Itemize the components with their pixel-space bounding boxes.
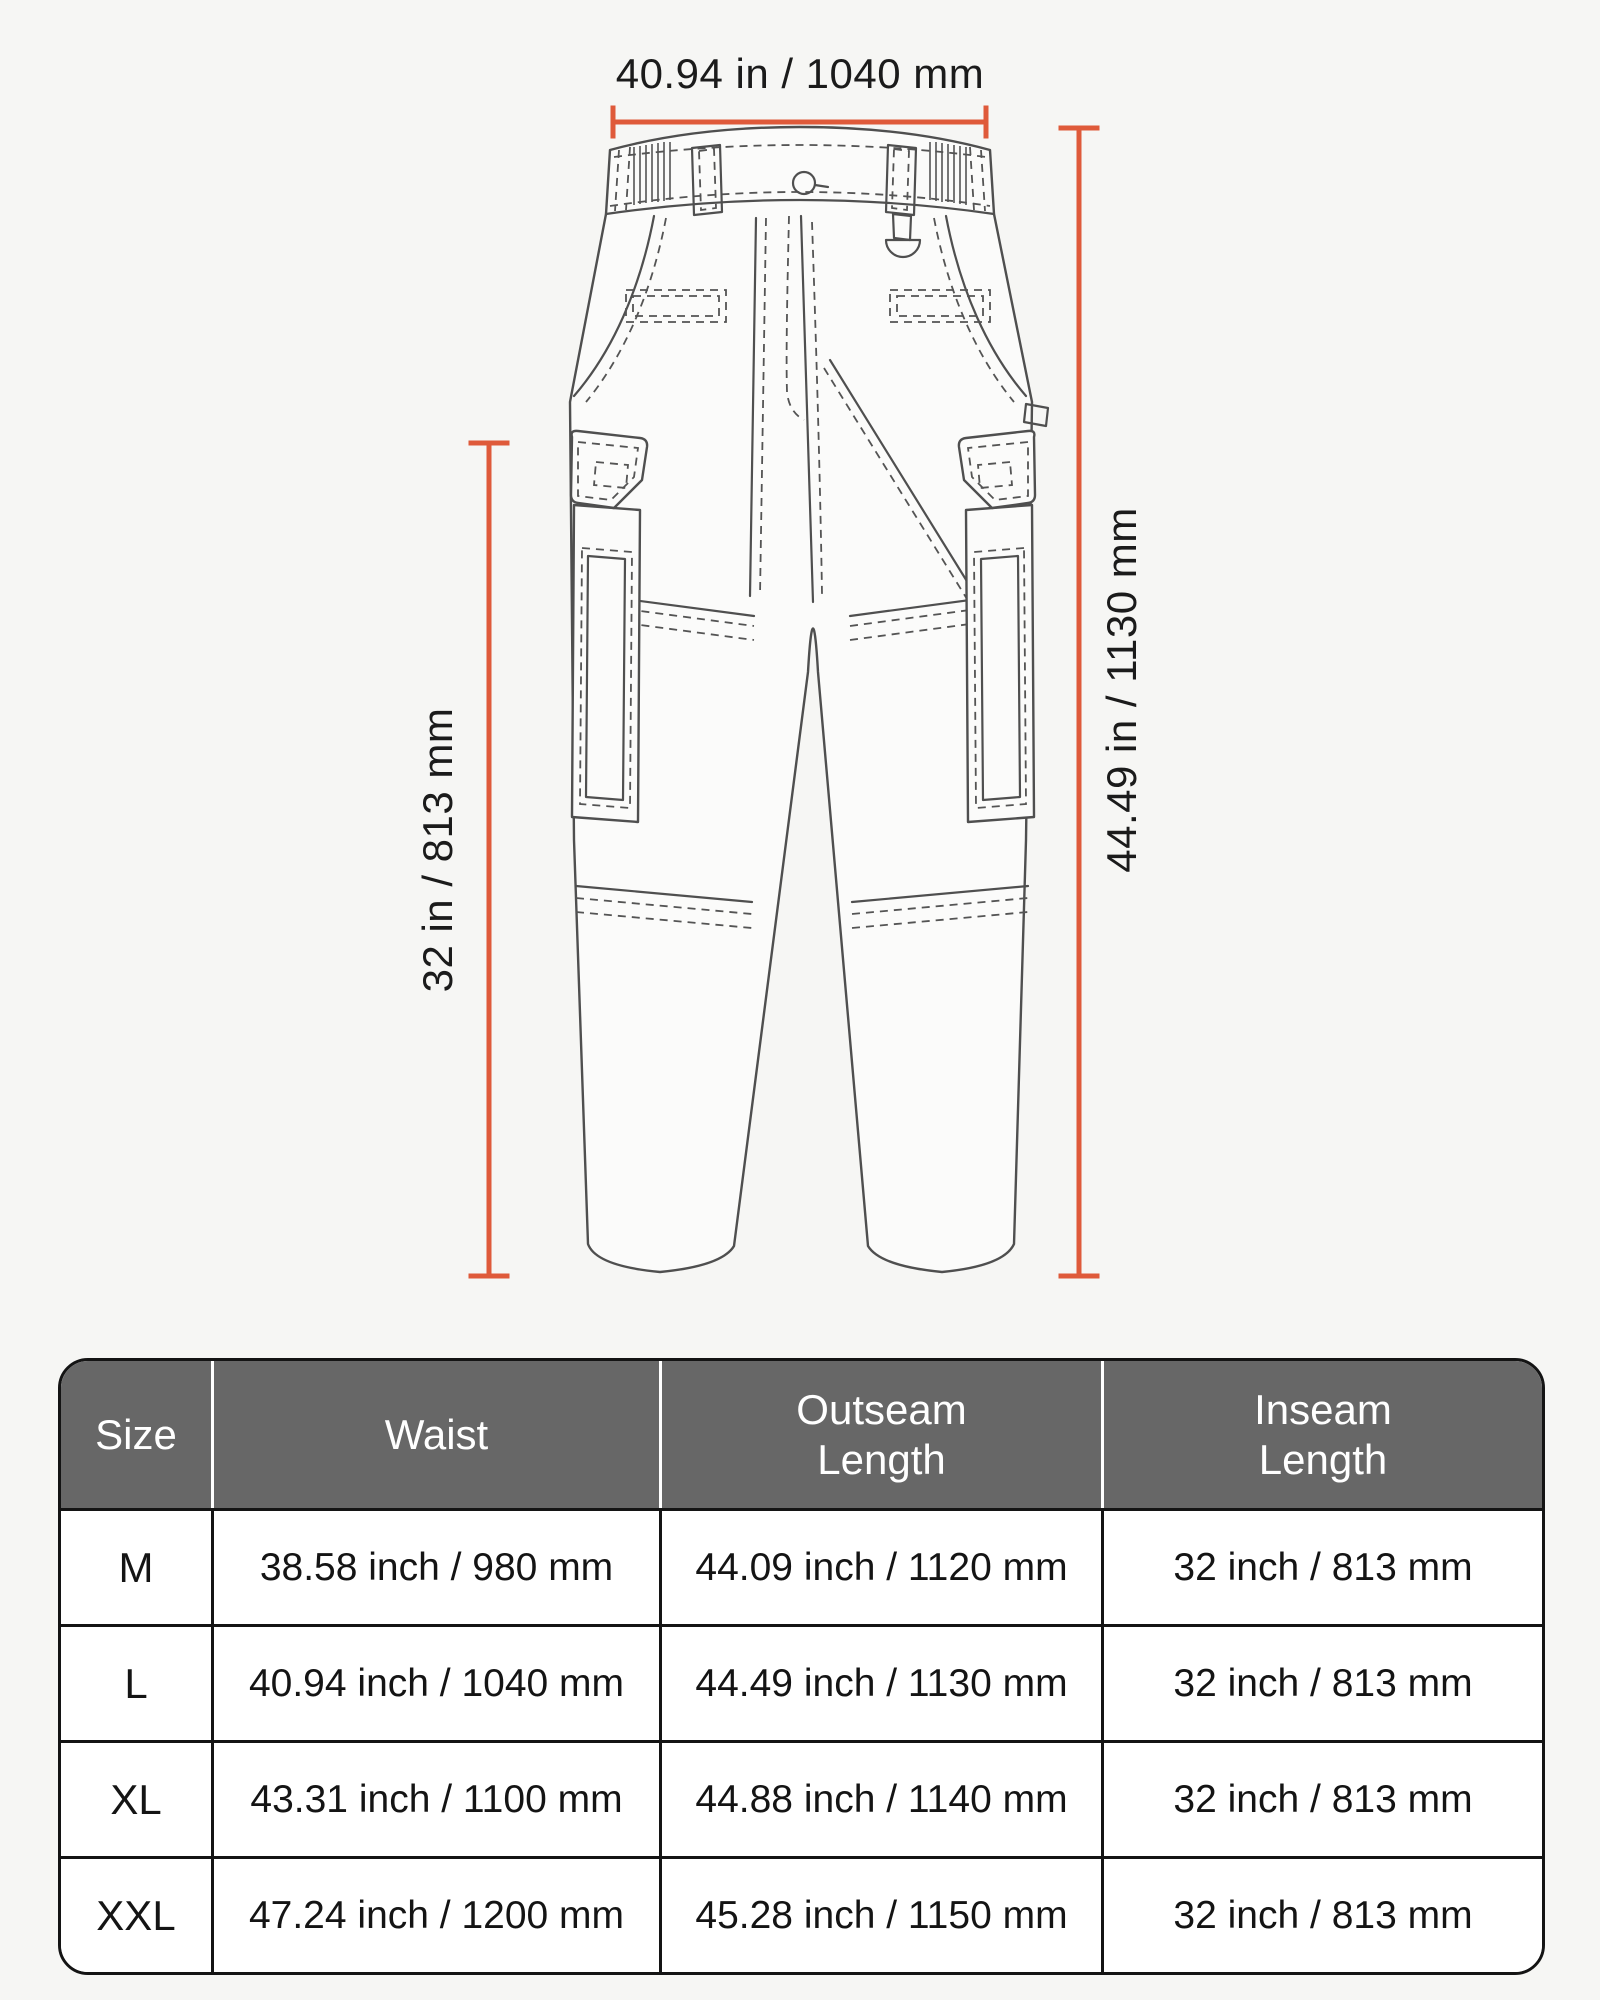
header-waist: Waist bbox=[214, 1361, 662, 1508]
cell-size: L bbox=[61, 1627, 214, 1740]
cell-outseam: 44.88 inch / 1140 mm bbox=[662, 1743, 1104, 1856]
pants-drawing bbox=[570, 127, 1048, 1272]
cell-outseam: 44.09 inch / 1120 mm bbox=[662, 1511, 1104, 1624]
elastic-waist-right bbox=[930, 142, 966, 205]
cell-waist: 43.31 inch / 1100 mm bbox=[214, 1743, 662, 1856]
inseam-measurement-label: 32 in / 813 mm bbox=[414, 707, 461, 993]
cell-inseam: 32 inch / 813 mm bbox=[1173, 1777, 1473, 1821]
header-outseam-length: Outseam Length bbox=[662, 1361, 1104, 1508]
cell-size: XL bbox=[61, 1743, 214, 1856]
outseam-measurement-label: 44.49 in / 1130 mm bbox=[1098, 507, 1145, 873]
header-size: Size bbox=[61, 1361, 214, 1508]
size-table-header-row bbox=[61, 1361, 1542, 1508]
table-row-xxl bbox=[61, 1856, 1542, 1972]
table-row-m bbox=[61, 1508, 1542, 1624]
header-inseam-length: Inseam Length bbox=[1254, 1385, 1392, 1483]
cell-waist: 47.24 inch / 1200 mm bbox=[214, 1859, 662, 1972]
cell-size: M bbox=[61, 1511, 214, 1624]
cell-outseam: 44.49 inch / 1130 mm bbox=[662, 1627, 1104, 1740]
cell-size: XXL bbox=[61, 1859, 214, 1972]
size-table bbox=[58, 1358, 1545, 1975]
cell-inseam: 32 inch / 813 mm bbox=[1173, 1545, 1473, 1589]
outseam-measure-line bbox=[1061, 128, 1097, 1276]
table-row-xl bbox=[61, 1740, 1542, 1856]
cell-outseam: 45.28 inch / 1150 mm bbox=[662, 1859, 1104, 1972]
cell-inseam: 32 inch / 813 mm bbox=[1173, 1661, 1473, 1705]
cell-waist: 38.58 inch / 980 mm bbox=[214, 1511, 662, 1624]
inseam-measure-line bbox=[471, 443, 507, 1276]
cell-inseam: 32 inch / 813 mm bbox=[1173, 1893, 1473, 1937]
waist-measurement-label: 40.94 in / 1040 mm bbox=[615, 50, 985, 97]
cell-waist: 40.94 inch / 1040 mm bbox=[214, 1627, 662, 1740]
table-row-l bbox=[61, 1624, 1542, 1740]
elastic-waist-left bbox=[634, 142, 670, 205]
